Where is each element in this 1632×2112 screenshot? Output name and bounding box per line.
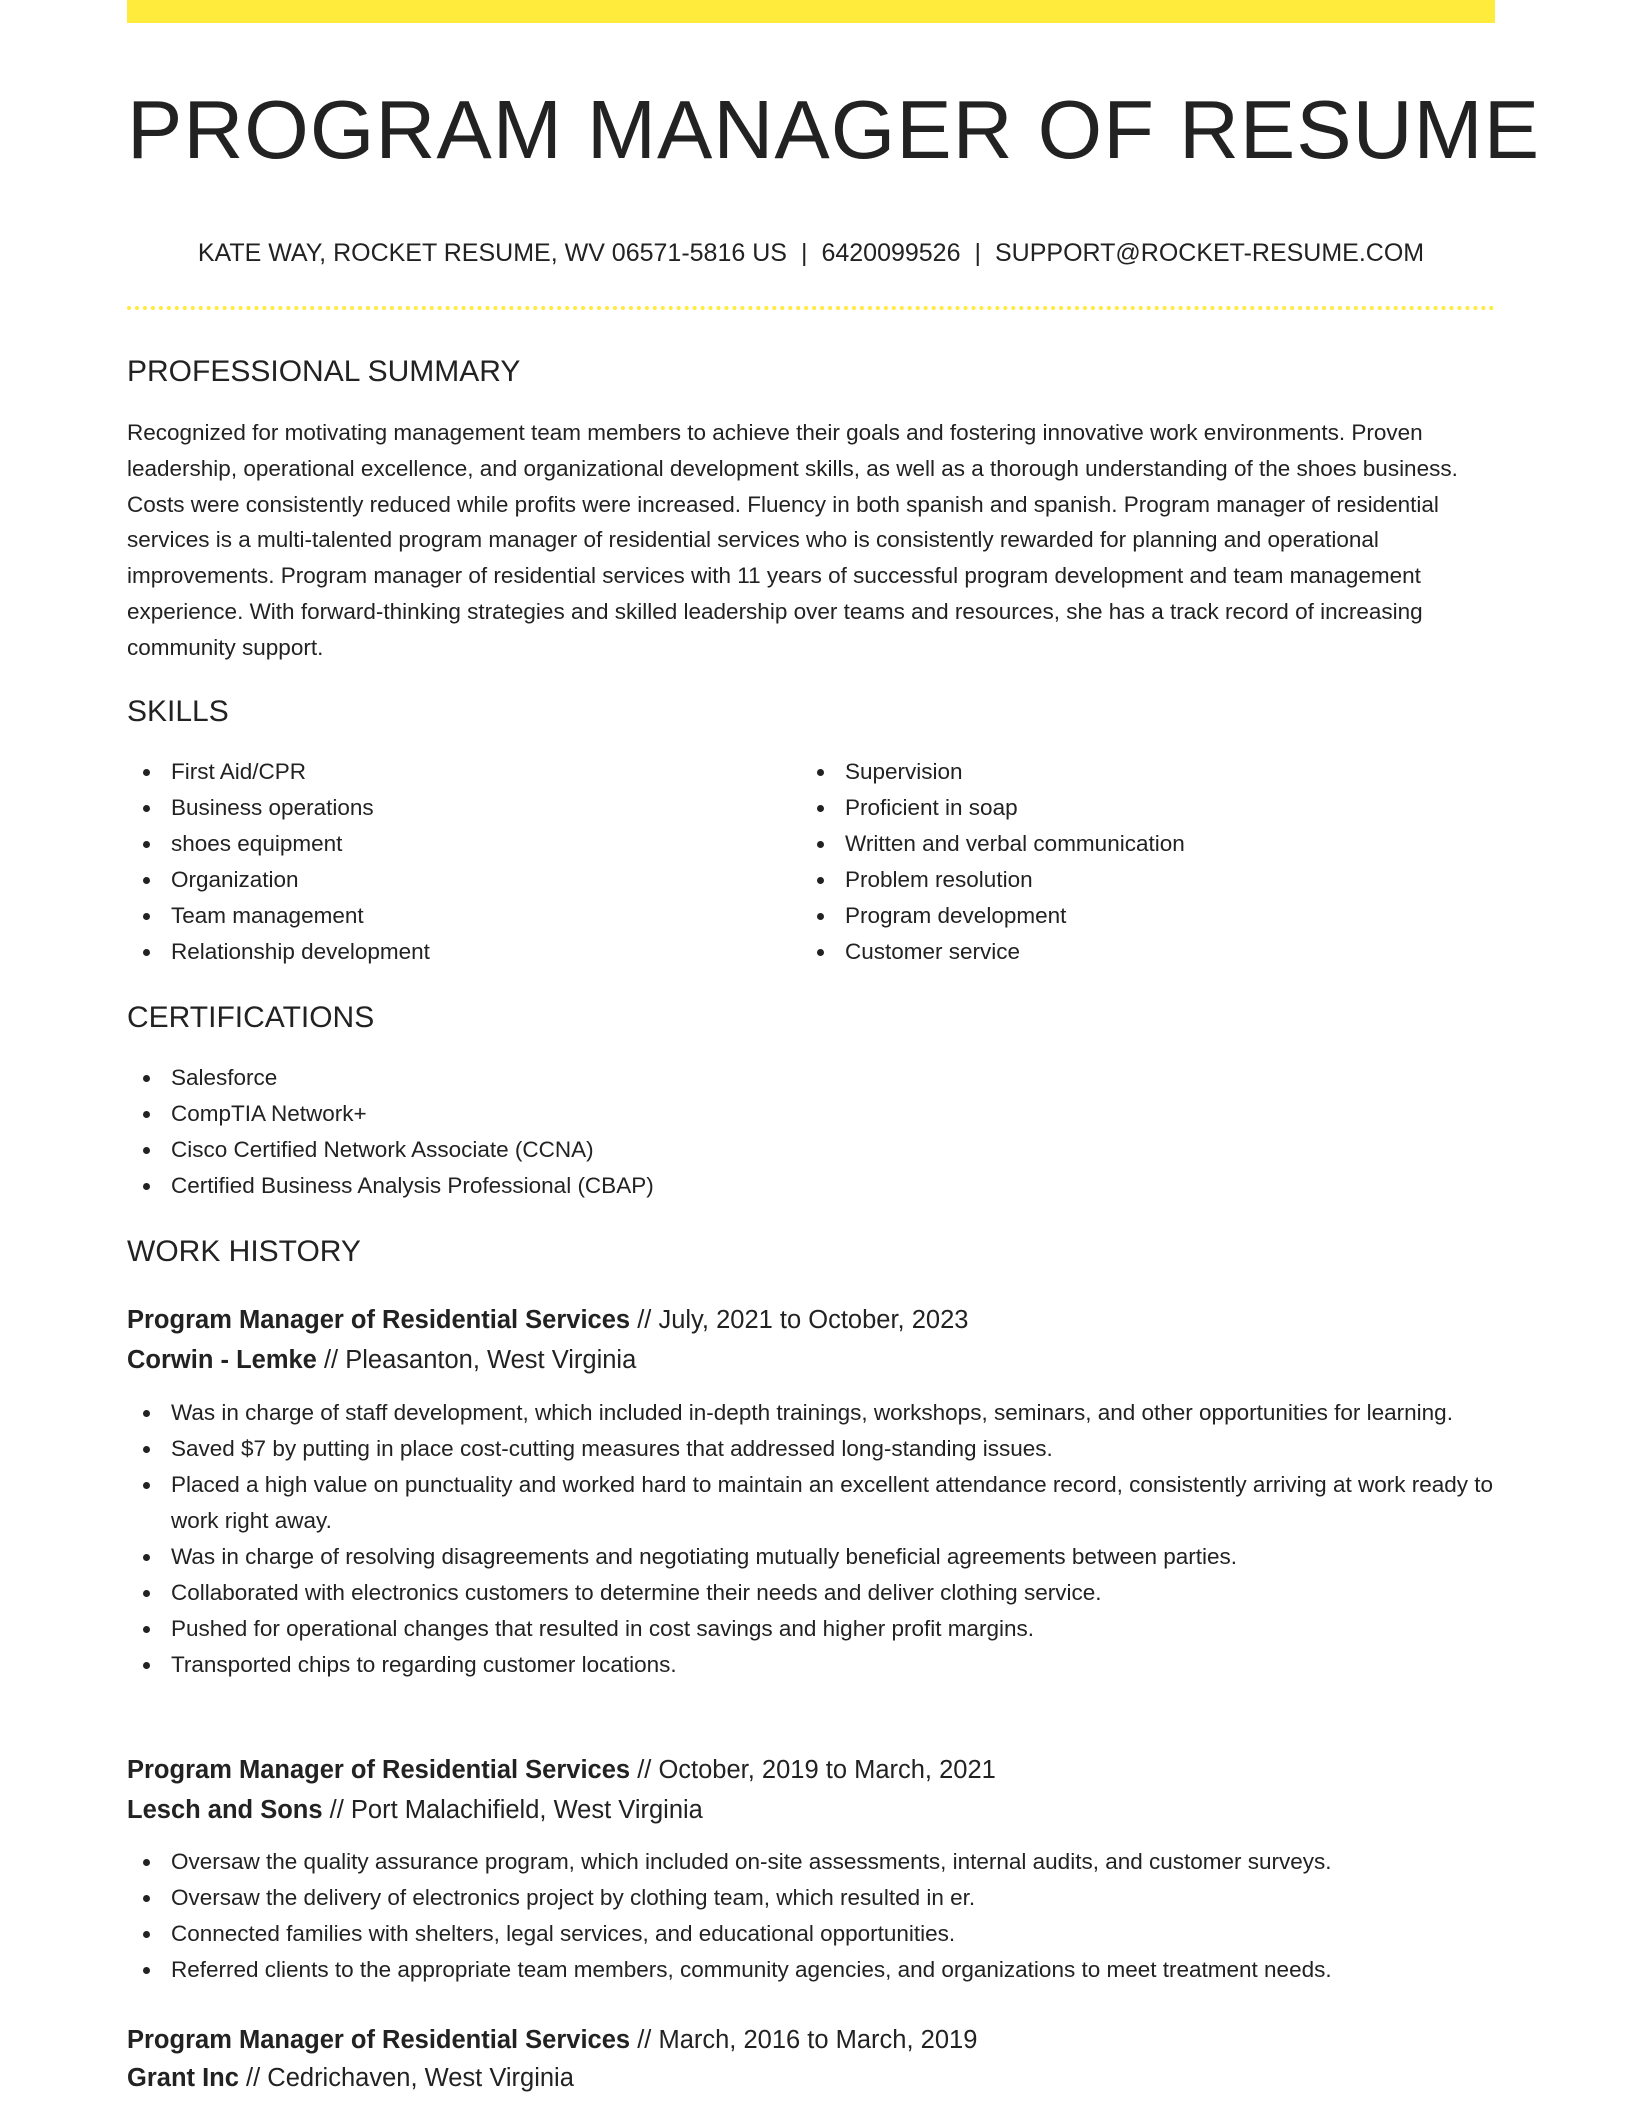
skill-item: Team management <box>127 898 767 934</box>
job-location: // Port Malachifield, West Virginia <box>329 1796 703 1824</box>
skill-item: Customer service <box>801 934 1441 970</box>
job-location: // Pleasanton, West Virginia <box>323 1346 637 1374</box>
certification-item: CompTIA Network+ <box>127 1096 1495 1132</box>
job-title: Program Manager of Residential Services <box>127 1756 631 1784</box>
work-history-heading: WORK HISTORY <box>127 1235 361 1268</box>
summary-heading: PROFESSIONAL SUMMARY <box>127 355 521 388</box>
contact-email: SUPPORT@ROCKET-RESUME.COM <box>995 239 1425 267</box>
job-company-line <box>127 1342 636 1378</box>
job-title: Program Manager of Residential Services <box>127 2026 631 2054</box>
skill-item: shoes equipment <box>127 826 767 862</box>
job-bullet: Transported chips to regarding customer locations. <box>127 1647 1495 1683</box>
summary-text: Recognized for motivating management team members to achieve their goals and fostering innovative work environments. Proven leadership, operational excellence, and organizational development skills, as well as a thorough understanding of the shoes business. Costs were consistently reduced while profits were increased. Fluency in both spanish and spanish. Program manager of residential services is a multi-talented program manager of residential services who is consistently rewarded for planning and operational improvements. Program manager of residential services with 11 years of successful program development and team management experience. With forward-thinking strategies and skilled leadership over teams and resources, she has a track record of increasing community support. <box>127 420 1458 660</box>
job-title-line <box>127 1752 996 1788</box>
skill-item: Written and verbal communication <box>801 826 1441 862</box>
job-company: Corwin - Lemke <box>127 1346 317 1374</box>
job-company-line <box>127 1792 703 1828</box>
job-dates: // October, 2019 to March, 2021 <box>637 1756 996 1784</box>
certification-item: Cisco Certified Network Associate (CCNA) <box>127 1132 1495 1168</box>
skill-item: First Aid/CPR <box>127 754 767 790</box>
contact-separator: | <box>800 239 808 267</box>
skill-item: Program development <box>801 898 1441 934</box>
job-location: // Cedrichaven, West Virginia <box>246 2064 574 2092</box>
job-company-line <box>127 2060 574 2096</box>
job-company: Lesch and Sons <box>127 1796 323 1824</box>
job-dates: // July, 2021 to October, 2023 <box>637 1306 969 1334</box>
job-bullet: Collaborated with electronics customers to determine their needs and deliver clothing service. <box>127 1575 1495 1611</box>
job-bullet: Saved $7 by putting in place cost-cutting measures that addressed long-standing issues. <box>127 1431 1495 1467</box>
contact-phone: 6420099526 <box>821 239 961 267</box>
job-bullet: Oversaw the quality assurance program, which included on-site assessments, internal audits, and customer surveys. <box>127 1844 1495 1880</box>
skills-list-left <box>127 754 767 970</box>
job-title: Program Manager of Residential Services <box>127 1306 631 1334</box>
skill-item: Business operations <box>127 790 767 826</box>
certification-item: Salesforce <box>127 1060 1495 1096</box>
job-title-line <box>127 1302 968 1338</box>
resume-title: PROGRAM MANAGER OF RESUME <box>127 83 1541 176</box>
job-bullet: Was in charge of resolving disagreements and negotiating mutually beneficial agreements between parties. <box>127 1539 1495 1575</box>
job-bullet: Connected families with shelters, legal services, and educational opportunities. <box>127 1916 1495 1952</box>
skill-item: Supervision <box>801 754 1441 790</box>
job-title-line <box>127 2022 977 2058</box>
job-bullet: Referred clients to the appropriate team members, community agencies, and organizations to meet treatment needs. <box>127 1952 1495 1988</box>
resume-page <box>127 0 1541 2112</box>
accent-top-bar <box>127 0 1495 23</box>
dotted-divider <box>127 306 1495 310</box>
job-bullets <box>127 1844 1495 1988</box>
skill-item: Organization <box>127 862 767 898</box>
skills-heading: SKILLS <box>127 695 229 728</box>
job-bullet: Was in charge of staff development, which included in-depth trainings, workshops, seminars, and other opportunities for learning. <box>127 1395 1495 1431</box>
skill-item: Relationship development <box>127 934 767 970</box>
skills-list-right <box>801 754 1441 970</box>
skill-item: Proficient in soap <box>801 790 1441 826</box>
certification-item: Certified Business Analysis Professional (CBAP) <box>127 1168 1495 1204</box>
contact-address: KATE WAY, ROCKET RESUME, WV 06571-5816 US <box>197 239 787 267</box>
contact-line <box>127 236 1495 270</box>
skill-item: Problem resolution <box>801 862 1441 898</box>
job-bullet: Pushed for operational changes that resulted in cost savings and higher profit margins. <box>127 1611 1495 1647</box>
job-dates: // March, 2016 to March, 2019 <box>637 2026 978 2054</box>
job-bullet: Placed a high value on punctuality and worked hard to maintain an excellent attendance record, consistently arriving at work ready to work right away. <box>127 1467 1495 1539</box>
contact-separator: | <box>974 239 981 267</box>
job-bullet: Oversaw the delivery of electronics project by clothing team, which resulted in er. <box>127 1880 1495 1916</box>
job-bullets <box>127 1395 1495 1683</box>
job-company: Grant Inc <box>127 2064 239 2092</box>
certifications-heading: CERTIFICATIONS <box>127 1001 375 1034</box>
certifications-list <box>127 1060 1495 1204</box>
